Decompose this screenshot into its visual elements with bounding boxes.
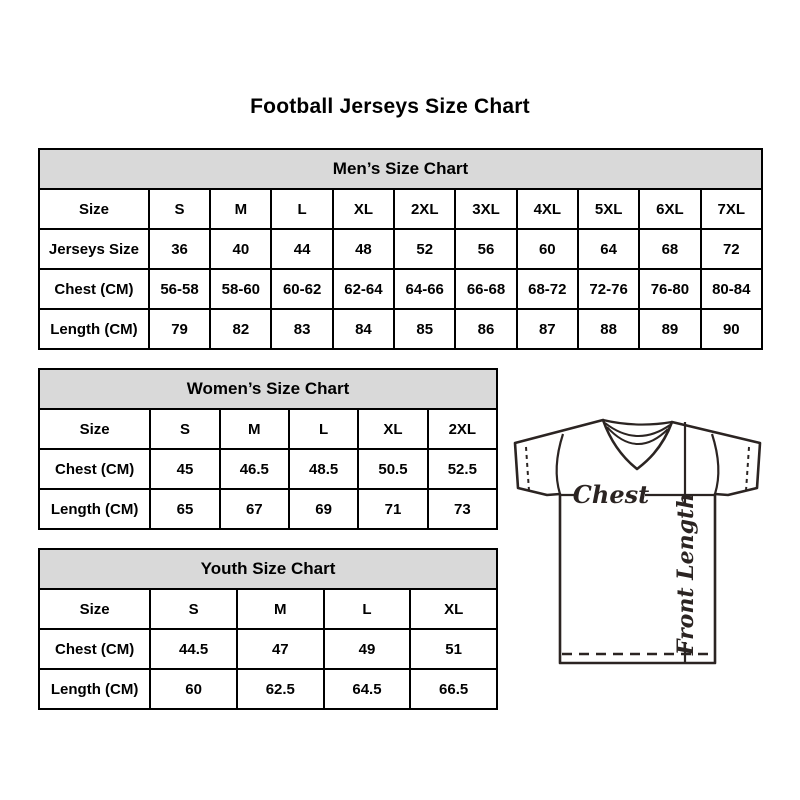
womens-size-table bbox=[38, 368, 498, 530]
cell: 56 bbox=[455, 229, 516, 269]
cell: 2XL bbox=[394, 189, 455, 229]
table-row bbox=[39, 489, 497, 529]
men-table-title: Men’s Size Chart bbox=[39, 149, 762, 189]
cell: 65 bbox=[150, 489, 219, 529]
cell: 68 bbox=[639, 229, 700, 269]
cell: 60 bbox=[517, 229, 578, 269]
cell: 89 bbox=[639, 309, 700, 349]
cell: 47 bbox=[237, 629, 324, 669]
cell: 72-76 bbox=[578, 269, 639, 309]
jersey-measurement-diagram bbox=[505, 406, 775, 668]
cell: 4XL bbox=[517, 189, 578, 229]
table-header-row bbox=[39, 549, 497, 589]
cell: 72 bbox=[701, 229, 762, 269]
cell: 85 bbox=[394, 309, 455, 349]
cell: 56-58 bbox=[149, 269, 210, 309]
table-row bbox=[39, 229, 762, 269]
cell: 46.5 bbox=[220, 449, 289, 489]
cell: 7XL bbox=[701, 189, 762, 229]
table-row bbox=[39, 269, 762, 309]
cell: L bbox=[271, 189, 332, 229]
table-row bbox=[39, 409, 497, 449]
row-label: Chest (CM) bbox=[39, 629, 150, 669]
cell: 45 bbox=[150, 449, 219, 489]
table-header-row bbox=[39, 369, 497, 409]
cell: XL bbox=[410, 589, 497, 629]
row-label: Size bbox=[39, 409, 150, 449]
cell: 66.5 bbox=[410, 669, 497, 709]
table-header-row bbox=[39, 149, 762, 189]
cell: 5XL bbox=[578, 189, 639, 229]
cell: 71 bbox=[358, 489, 427, 529]
cell: 87 bbox=[517, 309, 578, 349]
cell: 52.5 bbox=[428, 449, 497, 489]
cell: 67 bbox=[220, 489, 289, 529]
cell: 44 bbox=[271, 229, 332, 269]
row-label: Size bbox=[39, 189, 149, 229]
cell: 60-62 bbox=[271, 269, 332, 309]
cell: 51 bbox=[410, 629, 497, 669]
jersey-outline bbox=[515, 420, 760, 663]
cell: 88 bbox=[578, 309, 639, 349]
cell: 48.5 bbox=[289, 449, 358, 489]
row-label: Length (CM) bbox=[39, 669, 150, 709]
row-label: Length (CM) bbox=[39, 309, 149, 349]
cell: 64-66 bbox=[394, 269, 455, 309]
cell: 64 bbox=[578, 229, 639, 269]
row-label: Size bbox=[39, 589, 150, 629]
cell: 40 bbox=[210, 229, 271, 269]
cell: 52 bbox=[394, 229, 455, 269]
row-label: Length (CM) bbox=[39, 489, 150, 529]
cell: 50.5 bbox=[358, 449, 427, 489]
cell: 90 bbox=[701, 309, 762, 349]
cell: M bbox=[237, 589, 324, 629]
cell: 58-60 bbox=[210, 269, 271, 309]
cell: XL bbox=[358, 409, 427, 449]
cell: 64.5 bbox=[324, 669, 411, 709]
cell: 84 bbox=[333, 309, 394, 349]
table-row bbox=[39, 309, 762, 349]
youth-size-table bbox=[38, 548, 498, 710]
cell: 82 bbox=[210, 309, 271, 349]
cell: M bbox=[210, 189, 271, 229]
cell: 66-68 bbox=[455, 269, 516, 309]
cell: 80-84 bbox=[701, 269, 762, 309]
mens-size-table bbox=[38, 148, 763, 350]
cell: 62.5 bbox=[237, 669, 324, 709]
cell: S bbox=[150, 409, 219, 449]
cell: 76-80 bbox=[639, 269, 700, 309]
cell: S bbox=[149, 189, 210, 229]
row-label: Chest (CM) bbox=[39, 449, 150, 489]
cell: 49 bbox=[324, 629, 411, 669]
cell: 69 bbox=[289, 489, 358, 529]
cell: 60 bbox=[150, 669, 237, 709]
cell: 68-72 bbox=[517, 269, 578, 309]
row-label: Chest (CM) bbox=[39, 269, 149, 309]
table-row bbox=[39, 629, 497, 669]
cell: L bbox=[289, 409, 358, 449]
cell: 83 bbox=[271, 309, 332, 349]
cell: 48 bbox=[333, 229, 394, 269]
table-row bbox=[39, 189, 762, 229]
cell: 36 bbox=[149, 229, 210, 269]
chest-label: Chest bbox=[572, 480, 650, 509]
page-title: Football Jerseys Size Chart bbox=[250, 95, 530, 118]
front-length-label: Front Length bbox=[673, 492, 699, 656]
cell: 79 bbox=[149, 309, 210, 349]
cell: XL bbox=[333, 189, 394, 229]
table-row bbox=[39, 589, 497, 629]
cell: L bbox=[324, 589, 411, 629]
cell: 6XL bbox=[639, 189, 700, 229]
cell: S bbox=[150, 589, 237, 629]
youth-table-title: Youth Size Chart bbox=[39, 549, 497, 589]
collar-top-line-icon bbox=[603, 420, 672, 425]
cell: 2XL bbox=[428, 409, 497, 449]
table-row bbox=[39, 669, 497, 709]
cell: 3XL bbox=[455, 189, 516, 229]
cell: M bbox=[220, 409, 289, 449]
row-label: Jerseys Size bbox=[39, 229, 149, 269]
cell: 62-64 bbox=[333, 269, 394, 309]
cell: 86 bbox=[455, 309, 516, 349]
cell: 44.5 bbox=[150, 629, 237, 669]
cell: 73 bbox=[428, 489, 497, 529]
women-table-title: Women’s Size Chart bbox=[39, 369, 497, 409]
table-row bbox=[39, 449, 497, 489]
